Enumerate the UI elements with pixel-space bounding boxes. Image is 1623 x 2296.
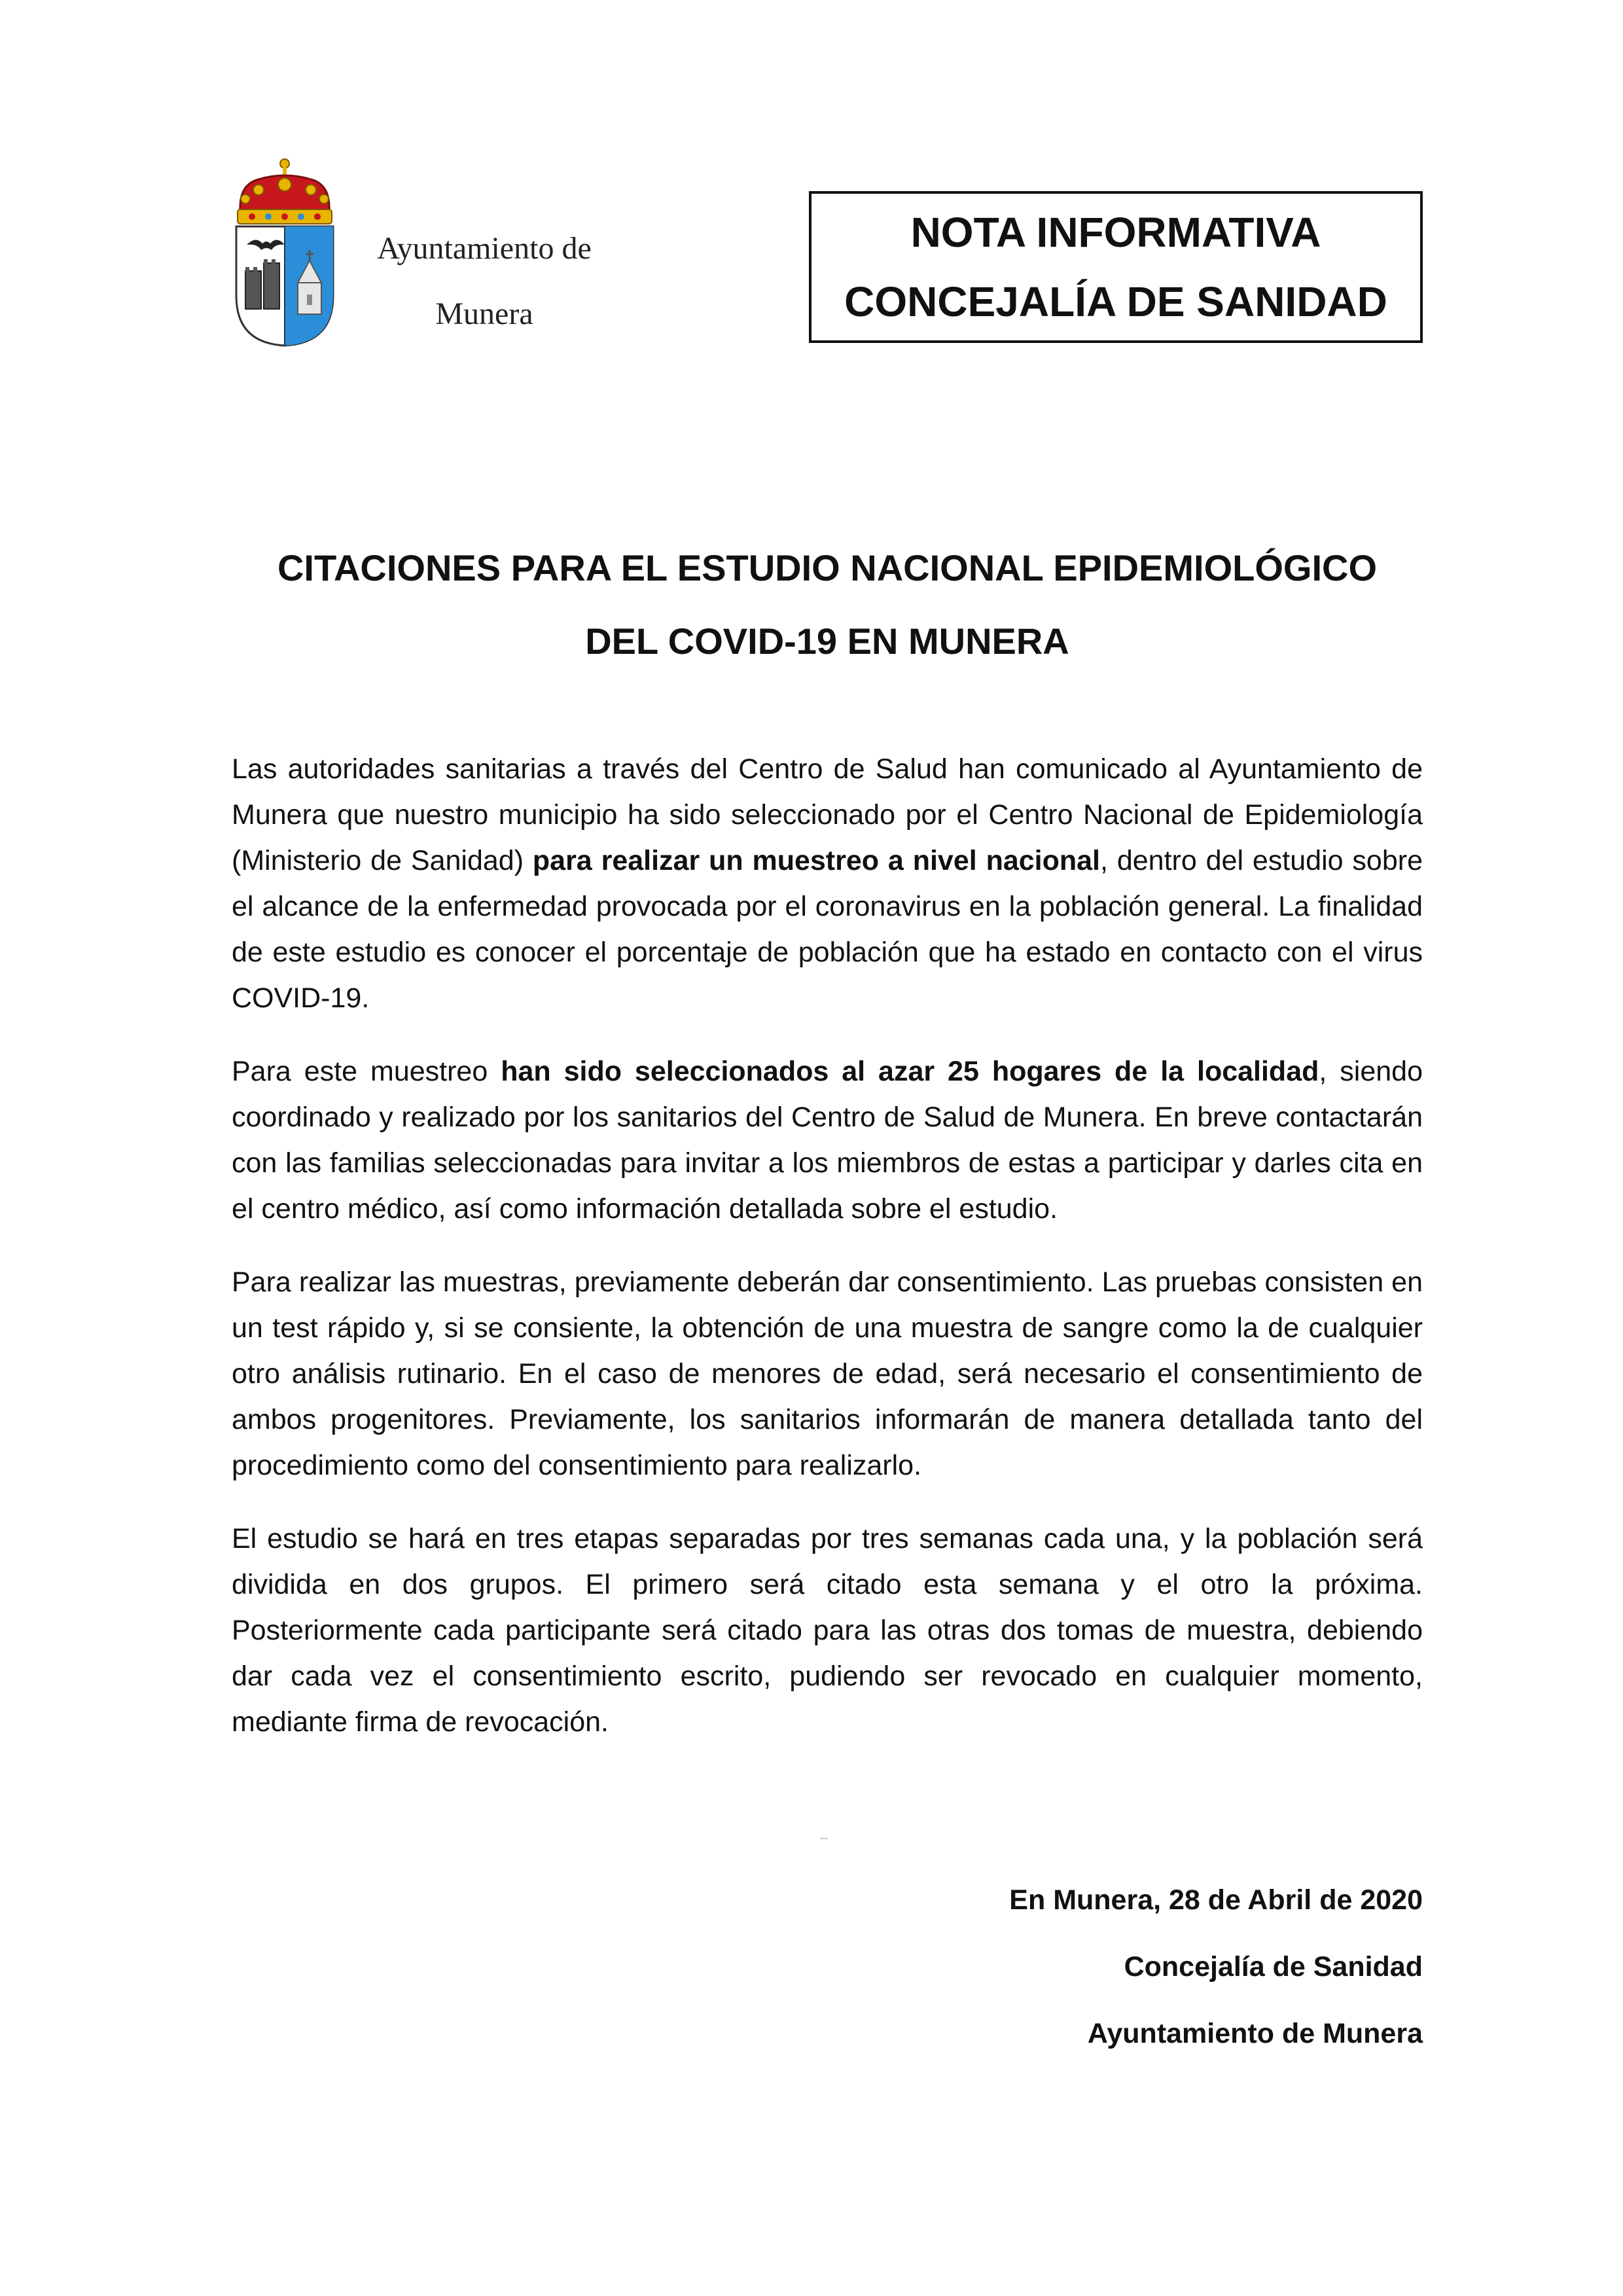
document-title [229,531,1425,678]
paragraph-1-text-a: Las autoridades sanitarias a través del Centro de Salud han comunicado al Ayuntamiento de Munera que nuestro municipio ha sido seleccionado por el Centro Nacional de Epidemiología (Ministerio de Sanidad) [232,753,1423,876]
paragraph-2-text-b: , siendo coordinado y realizado por los sanitarios del Centro de Salud de Munera. En breve contactarán con las familias seleccionadas para invitar a los miembros de estas a participar y darles cita en el centro médico, así como información detallada sobre el estudio. [232,1056,1423,1225]
municipality-name [366,216,602,347]
place-date: En Munera, 28 de Abril de 2020 [1009,1884,1423,1916]
separator-mark [821,1838,827,1842]
paragraph-2-text-a: Para este muestreo [232,1056,501,1087]
document-title-line-2: DEL COVID-19 EN MUNERA [585,620,1069,662]
department-title: CONCEJALÍA DE SANIDAD [844,278,1387,325]
crown-icon [238,159,332,224]
paragraph-1 [232,746,1423,1021]
signature-institution: Ayuntamiento de Munera [1087,2018,1423,2049]
coat-of-arms-icon [232,158,337,348]
signature-department: Concejalía de Sanidad [1124,1951,1423,1982]
note-header-box [809,191,1423,343]
signature-block [851,1867,1423,2067]
document-title-line-1: CITACIONES PARA EL ESTUDIO NACIONAL EPIDEMIOLÓGICO [277,547,1378,588]
paragraph-4: El estudio se hará en tres etapas separadas por tres semanas cada una, y la población será dividida en dos grupos. El primero será citado esta semana y el otro la próxima. Posteriormente cada participante será citado para las otras dos tomas de muestra, debiendo dar cada vez el consentimiento escrito, pudiendo ser revocado en cualquier momento, mediante firma de revocación. [232,1523,1423,1738]
org-name-line-1: Ayuntamiento de [377,231,592,266]
paragraph-1-bold: para realizar un muestreo a nivel nacional [532,845,1101,876]
document-body [232,746,1423,1772]
paragraph-1-text-b: , dentro del estudio sobre el alcance de la enfermedad provocada por el coronavirus en la población general. La finalidad de este estudio es conocer el porcentaje de población que ha estado en contacto con el virus COVID-19. [232,845,1423,1014]
shield-icon [236,226,333,346]
org-name-line-2: Munera [435,296,533,331]
paragraph-2-bold: han sido seleccionados al azar 25 hogares de la localidad [501,1056,1319,1087]
note-title: NOTA INFORMATIVA [910,209,1321,256]
paragraph-3: Para realizar las muestras, previamente deberán dar consentimiento. Las pruebas consisten en un test rápido y, si se consiente, la obtención de una muestra de sangre como la de cualquier otro análisis rutinario. En el caso de menores de edad, será necesario el consentimiento de ambos progenitores. Previamente, los sanitarios informarán de manera detallada tanto del procedimiento como del consentimiento para realizarlo. [232,1266,1423,1481]
paragraph-2 [232,1049,1423,1232]
